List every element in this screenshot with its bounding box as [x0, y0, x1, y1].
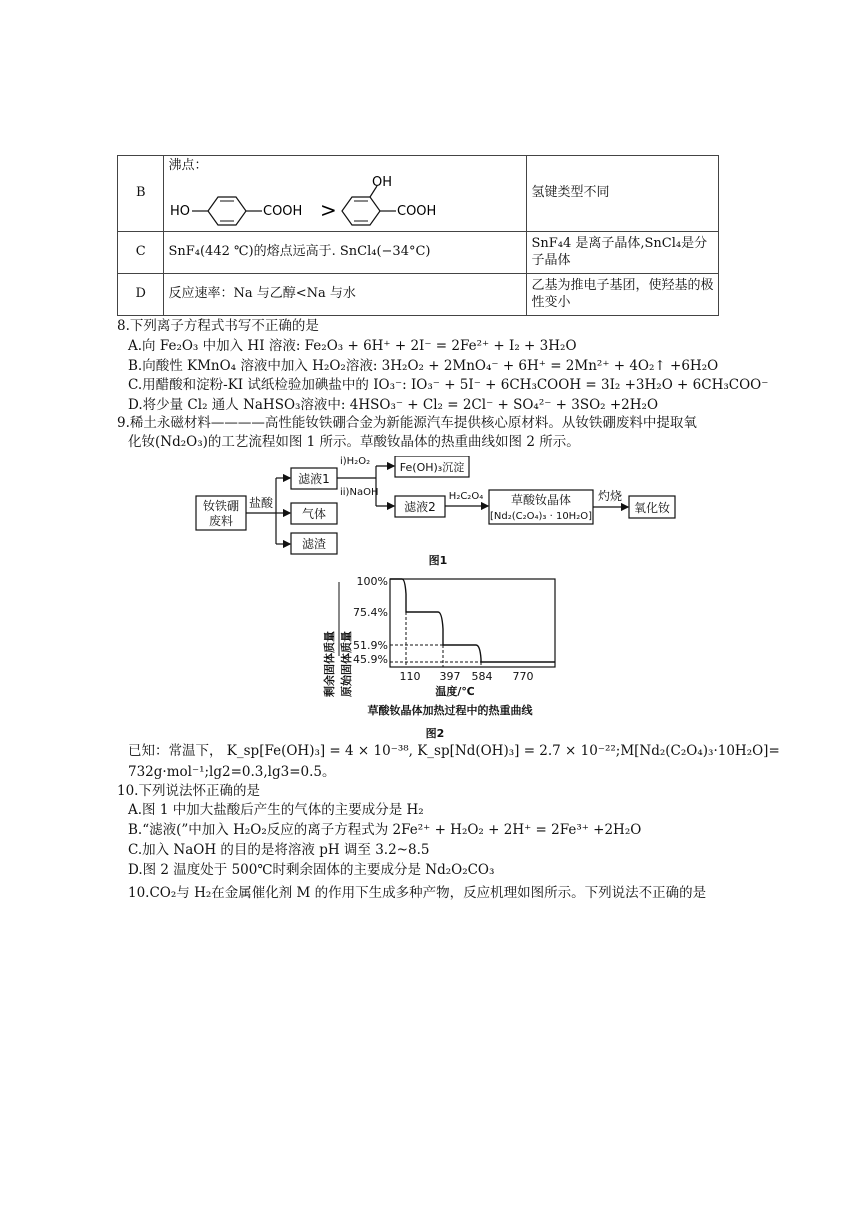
- q9-stem-line1: 9.稀土永磁材料————高性能钕铁硼合金为新能源汽车提供核心原材料。从钕铁硼废料中提取氧: [117, 415, 697, 431]
- x-tick-584: 584: [471, 670, 493, 683]
- crystal-label-line2: [Nd₂(C₂O₄)₃ · 10H₂O]: [490, 511, 592, 522]
- raw-material-line1: 钕铁硼: [202, 499, 240, 513]
- row-b-reason: 氢键类型不同: [527, 156, 719, 232]
- precipitate-label: Fe(OH)₃沉淀: [399, 461, 465, 474]
- acid-label: 盐酸: [248, 496, 274, 510]
- calcine-label: 灼烧: [597, 489, 623, 503]
- options-table: [117, 155, 719, 316]
- q8-option-b: B.向酸性 KMnO₄ 溶液中加入 H₂O₂溶液: 3H₂O₂ + 2MnO₄⁻ + 6H⁺ = 2Mn²⁺ + 4O₂↑ +6H₂O: [128, 358, 719, 374]
- greater-than-sign: >: [320, 197, 338, 222]
- q8-option-a: A.向 Fe₂O₃ 中加入 HI 溶液: Fe₂O₃ + 6H⁺ + 2I⁻ = 2Fe²⁺ + I₂ + 3H₂O: [128, 338, 577, 354]
- oxalic-acid-label: H₂C₂O₄: [448, 491, 484, 502]
- molecule-comparison: [170, 175, 470, 227]
- table-row-c: [118, 232, 719, 274]
- mol1-ho-label: HO: [170, 203, 191, 219]
- figure2-caption: 图2: [425, 727, 445, 740]
- raw-material-line2: 废料: [208, 514, 234, 528]
- figure2-tga-chart: [310, 574, 580, 746]
- q10a-stem: 10.下列说法怀正确的是: [117, 783, 260, 799]
- row-c-reason: SnF₄4 是离子晶体,SnCl₄是分子晶体: [527, 232, 719, 274]
- mol2-oh-label: OH: [372, 174, 393, 190]
- reagent-i-label: i)H₂O₂: [340, 456, 371, 467]
- q8-stem: 8.下列离子方程式书写不正确的是: [117, 318, 319, 334]
- known-line2: 732g·mol⁻¹;lg2=0.3,lg3=0.5。: [128, 764, 336, 780]
- q9-stem-line2: 化钕(Nd₂O₃)的工艺流程如图 1 所示。草酸钕晶体的热重曲线如图 2 所示。: [128, 434, 580, 450]
- row-label-c: C: [118, 232, 164, 274]
- y-tick-75: 75.4%: [353, 606, 388, 619]
- mol1-cooh-label: COOH: [263, 203, 303, 219]
- row-d-fact: 反应速率：Na 与乙醇<Na 与水: [164, 274, 527, 316]
- mol2-cooh-label: COOH: [397, 203, 437, 219]
- q10a-option-b: B.“滤液(”中加入 H₂O₂反应的离子方程式为 2Fe²⁺ + H₂O₂ + 2H⁺ = 2Fe³⁺ +2H₂O: [128, 822, 642, 838]
- row-label-b: B: [118, 156, 164, 232]
- filtrate1-label: 滤液1: [298, 472, 330, 486]
- chart-title: 草酸钕晶体加热过程中的热重曲线: [367, 704, 533, 717]
- q10a-option-a: A.图 1 中加大盐酸后产生的气体的主要成分是 H₂: [128, 802, 424, 818]
- residue-label: 滤渣: [301, 537, 327, 551]
- figure1-flowchart: [190, 456, 690, 572]
- table-row-b: [118, 156, 719, 232]
- row-d-reason: 乙基为推电子基团，使羟基的极性变小: [527, 274, 719, 316]
- table-row-d: [118, 274, 719, 316]
- plot-frame: [390, 579, 555, 667]
- q8-option-c: C.用醋酸和淀粉-KI 试纸检验加碘盐中的 IO₃⁻: IO₃⁻ + 5I⁻ + 6CH₃COOH = 3I₂ +3H₂O + 6CH₃COO⁻: [128, 377, 769, 393]
- y-tick-46: 45.9%: [353, 653, 388, 666]
- figure1-caption: 图1: [428, 554, 448, 567]
- row-label-d: D: [118, 274, 164, 316]
- filtrate2-label: 滤液2: [404, 500, 436, 514]
- crystal-label-line1: 草酸钕晶体: [510, 493, 572, 507]
- q10b-stem: 10.CO₂与 H₂在金属催化剂 M 的作用下生成多种产物，反应机理如图所示。下列说法不正确的是: [128, 885, 707, 901]
- y-axis-label-bottom: 原始固体质量: [340, 631, 353, 697]
- row-c-fact: SnF₄(442 ℃)的熔点远高于. SnCl₄(−34°C): [164, 232, 527, 274]
- x-tick-397: 397: [439, 670, 461, 683]
- x-axis-label: 温度/℃: [435, 685, 475, 698]
- x-tick-770: 770: [512, 670, 534, 683]
- y-axis-label-top: 剩余固体质量: [323, 631, 336, 697]
- tga-curve: [390, 579, 555, 662]
- q8-option-d: D.将少量 Cl₂ 通人 NaHSO₃溶液中: 4HSO₃⁻ + Cl₂ = 2Cl⁻ + SO₄²⁻ + 3SO₂ +2H₂O: [128, 397, 659, 413]
- q10a-option-d: D.图 2 温度处于 500℃时剩余固体的主要成分是 Nd₂O₂CO₃: [128, 862, 495, 878]
- q10a-option-c: C.加入 NaOH 的目的是将溶液 pH 调至 3.2~8.5: [128, 842, 430, 858]
- y-tick-100: 100%: [356, 575, 388, 588]
- gas-label: 气体: [301, 507, 327, 521]
- known-line1: 已知：常温下， K_sp[Fe(OH)₃] = 4 × 10⁻³⁸, K_sp[Nd(OH)₃] = 2.7 × 10⁻²²;M[Nd₂(C₂O₄)₃·10H₂O]=: [128, 743, 780, 759]
- reagent-ii-label: ii)NaOH: [340, 487, 379, 498]
- x-tick-110: 110: [399, 670, 421, 683]
- boiling-point-cell: [164, 156, 527, 232]
- product-label: 氧化钕: [633, 501, 671, 515]
- boiling-point-title: 沸点：: [168, 158, 208, 173]
- y-tick-52: 51.9%: [353, 639, 388, 652]
